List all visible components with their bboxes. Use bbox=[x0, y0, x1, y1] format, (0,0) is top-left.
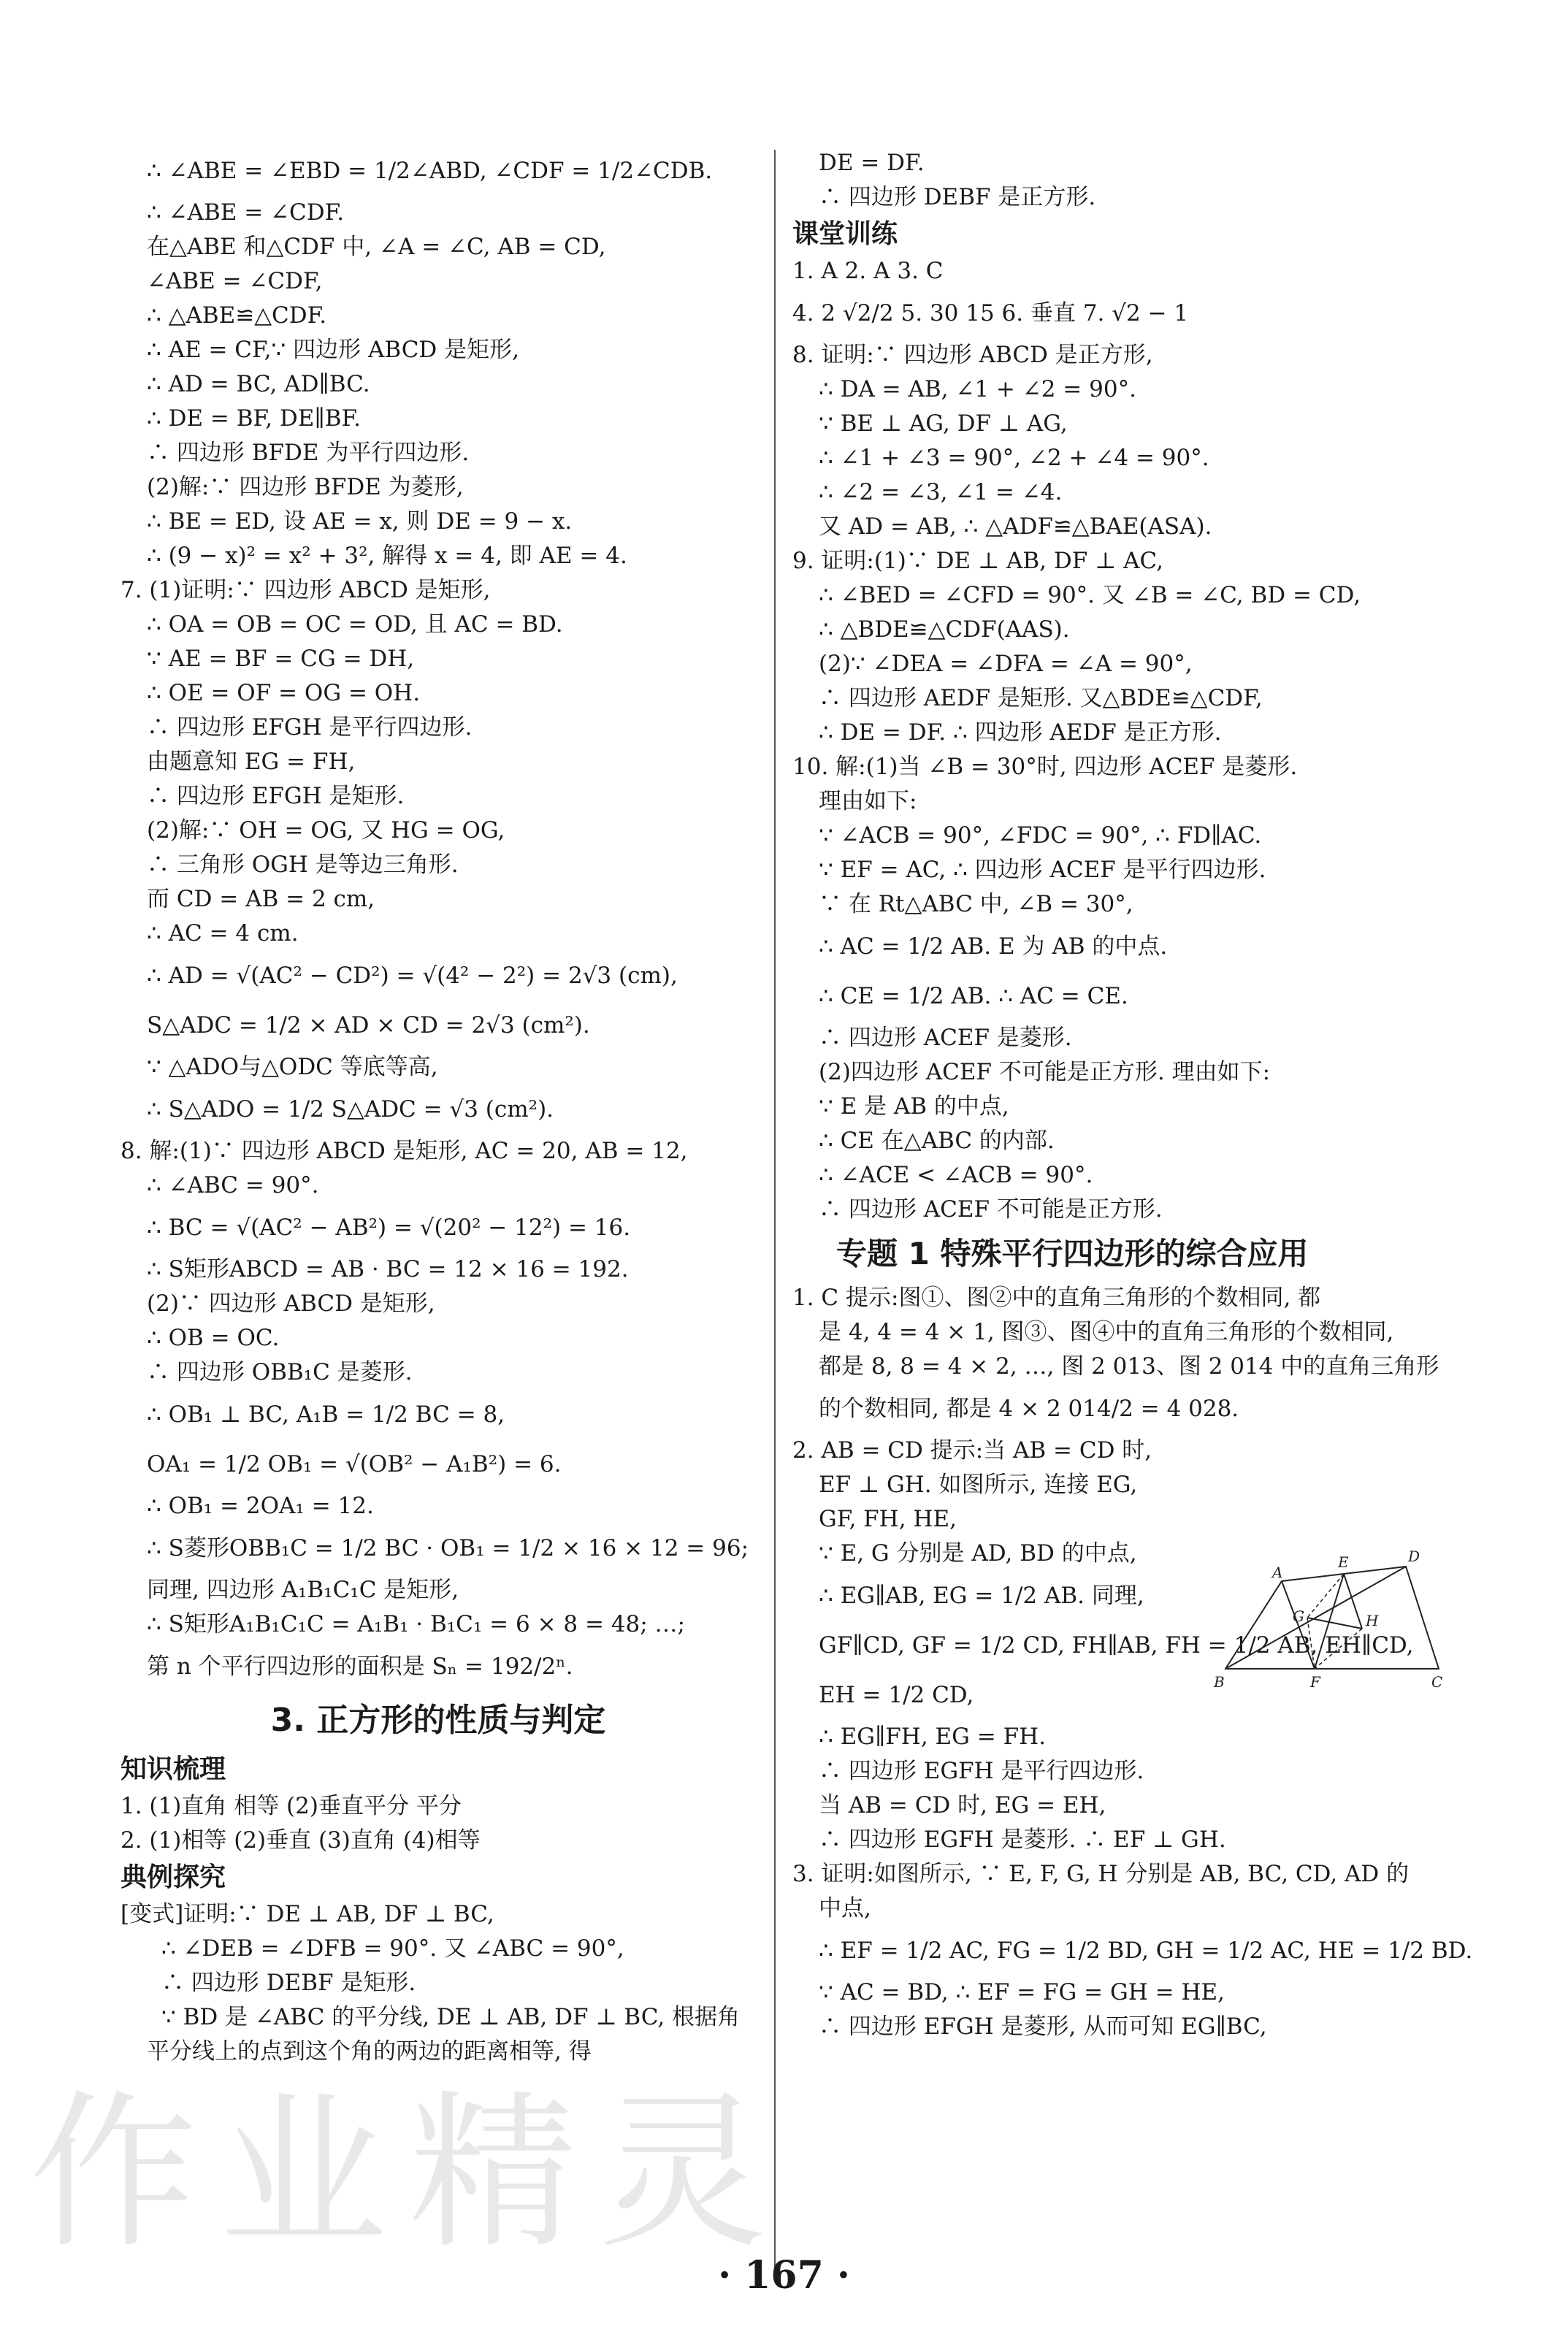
text-line: EF ⊥ GH. 如图所示, 连接 EG, bbox=[819, 1472, 1138, 1498]
text-line: DE = DF. bbox=[819, 150, 925, 176]
text-line: ∴ S△ADO = 1/2 S△ADC = √3 (cm²). bbox=[147, 1096, 554, 1123]
text-line: ∴ ∠DEB = ∠DFB = 90°. 又 ∠ABC = 90°, bbox=[161, 1935, 624, 1962]
text-line: ∴ CE = 1/2 AB. ∴ AC = CE. bbox=[819, 983, 1128, 1009]
text-line: ∴ S矩形ABCD = AB · BC = 12 × 16 = 192. bbox=[147, 1256, 629, 1282]
text-line: ∴ ∠2 = ∠3, ∠1 = ∠4. bbox=[819, 479, 1063, 505]
text-line: 2. (1)相等 (2)垂直 (3)直角 (4)相等 bbox=[121, 1827, 481, 1854]
text-line: ∴ 四边形 OBB₁C 是菱形. bbox=[147, 1359, 413, 1385]
figure-label: B bbox=[1214, 1673, 1225, 1691]
text-line: 1. A 2. A 3. C bbox=[792, 258, 944, 284]
column-divider bbox=[774, 150, 776, 2268]
text-line: ∴ DE = BF, DE∥BF. bbox=[147, 405, 362, 432]
text-line: 3. 证明:如图所示, ∵ E, F, G, H 分别是 AB, BC, CD, AD 的 bbox=[792, 1861, 1410, 1887]
heading-class-practice: 课堂训练 bbox=[792, 219, 898, 249]
text-line: ∴ 四边形 BFDE 为平行四边形. bbox=[147, 440, 470, 466]
text-line: ∴ 四边形 ACEF 不可能是正方形. bbox=[819, 1196, 1163, 1223]
text-line: ∴ EF = 1/2 AC, FG = 1/2 BD, GH = 1/2 AC, HE = 1/2 BD. bbox=[819, 1938, 1473, 1964]
text-line: ∴ 四边形 EFGH 是菱形, 从而可知 EG∥BC, bbox=[819, 2014, 1267, 2040]
figure-label: D bbox=[1408, 1548, 1420, 1565]
text-line: 当 AB = CD 时, EG = EH, bbox=[819, 1792, 1106, 1819]
text-line: ∴ OA = OB = OC = OD, 且 AC = BD. bbox=[147, 611, 563, 638]
text-line: ∴ S矩形A₁B₁C₁C = A₁B₁ · B₁C₁ = 6 × 8 = 48; …; bbox=[147, 1611, 686, 1637]
text-line: ∴ 四边形 DEBF 是矩形. bbox=[161, 1970, 416, 1996]
text-line: ∴ AC = 1/2 AB. E 为 AB 的中点. bbox=[819, 933, 1168, 960]
text-line: ∵ E, G 分别是 AD, BD 的中点, bbox=[819, 1540, 1137, 1567]
text-line: ∴ AD = BC, AD∥BC. bbox=[147, 371, 370, 397]
text-line: [变式]证明:∵ DE ⊥ AB, DF ⊥ BC, bbox=[121, 1901, 494, 1927]
text-line: ∵ AC = BD, ∴ EF = FG = GH = HE, bbox=[819, 1979, 1225, 2005]
text-line: (2)四边形 ACEF 不可能是正方形. 理由如下: bbox=[819, 1059, 1271, 1085]
text-line: 4. 2 √2/2 5. 30 15 6. 垂直 7. √2 − 1 bbox=[792, 300, 1189, 326]
figure-label: E bbox=[1338, 1553, 1349, 1571]
text-line: ∴ 四边形 ACEF 是菱形. bbox=[819, 1025, 1072, 1051]
page-number: · 167 · bbox=[718, 2253, 850, 2298]
topic-title: 专题 1 特殊平行四边形的综合应用 bbox=[836, 1236, 1309, 1271]
text-line: S△ADC = 1/2 × AD × CD = 2√3 (cm²). bbox=[147, 1012, 590, 1039]
text-line: 第 n 个平行四边形的面积是 Sₙ = 192/2ⁿ. bbox=[147, 1653, 573, 1680]
text-line: 由题意知 EG = FH, bbox=[147, 749, 356, 775]
text-line: ∴ ∠ABE = ∠CDF. bbox=[147, 199, 345, 226]
text-line: GF∥CD, GF = 1/2 CD, FH∥AB, FH = 1/2 AB, EH∥CD, bbox=[819, 1632, 1414, 1659]
text-line: 1. (1)直角 相等 (2)垂直平分 平分 bbox=[121, 1793, 462, 1819]
right-column bbox=[792, 146, 1473, 2044]
text-line: ∵ △ADO与△ODC 等底等高, bbox=[147, 1054, 438, 1080]
figure-label: A bbox=[1272, 1564, 1283, 1581]
text-line: ∴ ∠1 + ∠3 = 90°, ∠2 + ∠4 = 90°. bbox=[819, 445, 1209, 471]
text-line: (2)∵ ∠DEA = ∠DFA = ∠A = 90°, bbox=[819, 651, 1193, 677]
text-line: ∴ 四边形 AEDF 是矩形. 又△BDE≌△CDF, bbox=[819, 685, 1263, 711]
text-line: ∴ CE 在△ABC 的内部. bbox=[819, 1128, 1055, 1154]
text-line: ∵ EF = AC, ∴ 四边形 ACEF 是平行四边形. bbox=[819, 857, 1266, 883]
quadrilateral-figure bbox=[1212, 1548, 1446, 1694]
text-line: ∴ 四边形 EGFH 是菱形. ∴ EF ⊥ GH. bbox=[819, 1827, 1226, 1853]
text-line: (2)∵ 四边形 ABCD 是矩形, bbox=[147, 1290, 435, 1317]
text-line: 都是 8, 8 = 4 × 2, …, 图 2 013、图 2 014 中的直角三角形 bbox=[819, 1353, 1439, 1380]
text-line: OA₁ = 1/2 OB₁ = √(OB² − A₁B²) = 6. bbox=[147, 1451, 562, 1477]
text-line: ∴ AE = CF,∵ 四边形 ABCD 是矩形, bbox=[147, 337, 519, 363]
text-line: ∴ BC = √(AC² − AB²) = √(20² − 12²) = 16. bbox=[147, 1215, 631, 1241]
figure-label: C bbox=[1431, 1673, 1443, 1691]
text-line: ∴ 四边形 EGFH 是平行四边形. bbox=[819, 1758, 1144, 1784]
text-line: (2)解:∵ OH = OG, 又 HG = OG, bbox=[147, 817, 505, 844]
text-line: ∴ OB₁ = 2OA₁ = 12. bbox=[147, 1493, 374, 1519]
text-line: ∴ OE = OF = OG = OH. bbox=[147, 680, 421, 706]
text-line: ∴ 四边形 DEBF 是正方形. bbox=[819, 184, 1096, 210]
text-line: ∴ EG∥FH, EG = FH. bbox=[819, 1724, 1047, 1750]
figure-label: H bbox=[1366, 1612, 1379, 1629]
text-line: ∴ ∠ABE = ∠EBD = 1/2∠ABD, ∠CDF = 1/2∠CDB. bbox=[147, 158, 713, 184]
text-line: ∴ ∠ACE < ∠ACB = 90°. bbox=[819, 1162, 1093, 1188]
text-line: GF, FH, HE, bbox=[819, 1506, 957, 1532]
text-line: 平分线上的点到这个角的两边的距离相等, 得 bbox=[147, 2038, 592, 2065]
text-line: 同理, 四边形 A₁B₁C₁C 是矩形, bbox=[147, 1577, 459, 1603]
text-line: ∴ (9 − x)² = x² + 3², 解得 x = 4, 即 AE = 4. bbox=[147, 543, 627, 569]
left-column bbox=[121, 146, 756, 2069]
text-line: ∵ ∠ACB = 90°, ∠FDC = 90°, ∴ FD∥AC. bbox=[819, 822, 1262, 849]
text-line: EH = 1/2 CD, bbox=[819, 1682, 974, 1708]
text-line: ∴ AC = 4 cm. bbox=[147, 920, 299, 946]
text-line: ∵ BE ⊥ AG, DF ⊥ AG, bbox=[819, 410, 1068, 437]
text-line: ∵ 在 Rt△ABC 中, ∠B = 30°, bbox=[819, 891, 1133, 917]
text-line: ∴ S菱形OBB₁C = 1/2 BC · OB₁ = 1/2 × 16 × 12 = 96; bbox=[147, 1535, 749, 1561]
text-line: ∴ DE = DF. ∴ 四边形 AEDF 是正方形. bbox=[819, 719, 1222, 746]
text-line: ∴ OB = OC. bbox=[147, 1325, 280, 1351]
text-line: ∠ABE = ∠CDF, bbox=[147, 268, 323, 294]
text-line: 8. 证明:∵ 四边形 ABCD 是正方形, bbox=[792, 342, 1153, 368]
heading-examples: 典例探究 bbox=[121, 1862, 226, 1892]
text-line: ∴ DA = AB, ∠1 + ∠2 = 90°. bbox=[819, 376, 1136, 402]
text-line: 7. (1)证明:∵ 四边形 ABCD 是矩形, bbox=[121, 577, 491, 603]
heading-knowledge: 知识梳理 bbox=[121, 1754, 226, 1784]
text-line: ∴ △BDE≌△CDF(AAS). bbox=[819, 616, 1070, 643]
figure-label: F bbox=[1310, 1673, 1320, 1691]
text-line: 9. 证明:(1)∵ DE ⊥ AB, DF ⊥ AC, bbox=[792, 548, 1163, 574]
text-line: 8. 解:(1)∵ 四边形 ABCD 是矩形, AC = 20, AB = 12, bbox=[121, 1138, 688, 1164]
text-line: ∴ AD = √(AC² − CD²) = √(4² − 2²) = 2√3 (cm), bbox=[147, 963, 678, 989]
figure-label: G bbox=[1293, 1607, 1304, 1625]
text-line: ∵ AE = BF = CG = DH, bbox=[147, 646, 415, 672]
text-line: 而 CD = AB = 2 cm, bbox=[147, 886, 375, 912]
text-line: 是 4, 4 = 4 × 1, 图③、图④中的直角三角形的个数相同, bbox=[819, 1319, 1394, 1345]
text-line: 中点, bbox=[819, 1895, 871, 1921]
section-title: 3. 正方形的性质与判定 bbox=[270, 1702, 606, 1739]
text-line: ∴ 四边形 EFGH 是平行四边形. bbox=[147, 714, 473, 741]
text-line: ∴ 四边形 EFGH 是矩形. bbox=[147, 783, 405, 809]
text-line: 1. C 提示:图①、图②中的直角三角形的个数相同, 都 bbox=[792, 1285, 1321, 1311]
text-line: 在△ABE 和△CDF 中, ∠A = ∠C, AB = CD, bbox=[147, 234, 606, 260]
text-line: ∴ ∠BED = ∠CFD = 90°. 又 ∠B = ∠C, BD = CD, bbox=[819, 582, 1361, 608]
text-line: ∵ E 是 AB 的中点, bbox=[819, 1093, 1009, 1120]
text-line: ∴ OB₁ ⊥ BC, A₁B = 1/2 BC = 8, bbox=[147, 1401, 505, 1428]
text-line: ∴ ∠ABC = 90°. bbox=[147, 1172, 319, 1198]
text-line: ∴ △ABE≌△CDF. bbox=[147, 302, 327, 329]
text-line: ∴ EG∥AB, EG = 1/2 AB. 同理, bbox=[819, 1583, 1144, 1609]
text-line: ∴ BE = ED, 设 AE = x, 则 DE = 9 − x. bbox=[147, 508, 573, 535]
text-line: 的个数相同, 都是 4 × 2 014/2 = 4 028. bbox=[819, 1396, 1239, 1422]
watermark: 作业精灵 bbox=[29, 2076, 789, 2271]
text-line: ∴ 三角形 OGH 是等边三角形. bbox=[147, 852, 459, 878]
text-line: 2. AB = CD 提示:当 AB = CD 时, bbox=[792, 1437, 1152, 1464]
text-line: 10. 解:(1)当 ∠B = 30°时, 四边形 ACEF 是菱形. bbox=[792, 754, 1298, 780]
text-line: ∵ BD 是 ∠ABC 的平分线, DE ⊥ AB, DF ⊥ BC, 根据角 bbox=[161, 2004, 741, 2030]
text-line: (2)解:∵ 四边形 BFDE 为菱形, bbox=[147, 474, 464, 500]
text-line: 理由如下: bbox=[819, 788, 917, 814]
text-line: 又 AD = AB, ∴ △ADF≌△BAE(ASA). bbox=[819, 513, 1212, 540]
